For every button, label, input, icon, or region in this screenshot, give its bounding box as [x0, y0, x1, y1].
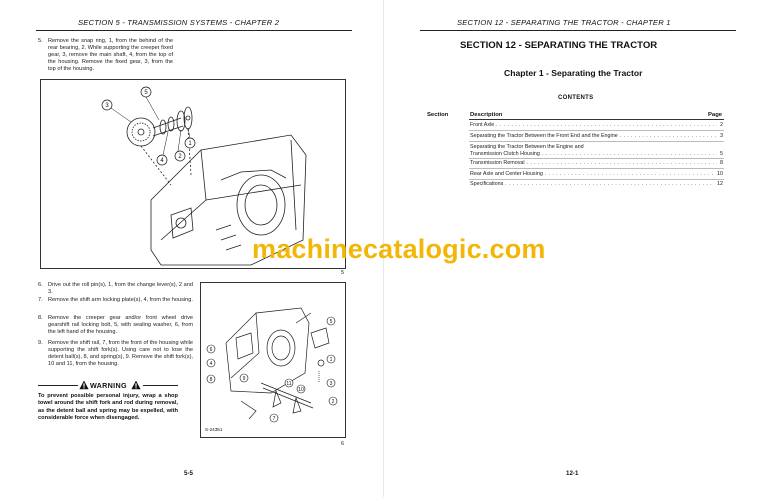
callout-7: 7: [272, 415, 276, 422]
toc-item-title: Specifications . . .: [470, 181, 723, 188]
step-number: 8.: [38, 315, 43, 321]
warning-triangle-icon: [79, 380, 89, 390]
warning-banner: [38, 380, 178, 390]
step-text: Remove the creeper gear and/or front wheel drive gearshift rail locking bolt, 5, with sealing washer, 6, from the left hand of the housing.: [48, 315, 193, 336]
page-number: 12-1: [566, 470, 579, 477]
left-page-header: SECTION 5 - TRANSMISSION SYSTEMS - CHAPTER 2: [78, 18, 280, 27]
warning-text: To prevent possible personal injury, wrap a shop towel around the shift fork and rod during removal, as the detent ball and spring may be expelled, with considerable force when disengaged.: [38, 393, 178, 422]
toc-item-title: Separating the Tractor Between the Front End and the Engine . . .: [470, 133, 723, 140]
callout-3: 3: [105, 103, 109, 110]
shift-rail-exploded-view: [201, 283, 345, 437]
toc-item-specifications[interactable]: [470, 181, 723, 188]
toc-item-engine-clutch-housing[interactable]: [470, 144, 723, 157]
toc-item-page: 10: [714, 171, 723, 178]
callout-6: 6: [209, 346, 213, 353]
toc-header-rule: [469, 119, 724, 120]
step-text: Remove the shift rail, 7, from the front of the housing while supporting the shift fork(s). Using care not to lose the detent ball(s), 8, and spring(s), 9. Remove the shift fork(s), 10 and 11, from the housing.: [48, 340, 193, 368]
warning-label: WARNING: [90, 381, 127, 390]
toc-separator: [469, 168, 724, 169]
callout-11: 11: [286, 380, 292, 387]
toc-item-page: 12: [714, 181, 723, 188]
warning-rule-right: [143, 385, 178, 386]
toc-header-section: Section: [427, 112, 449, 118]
toc-item-title-line1: Separating the Tractor Between the Engine and: [470, 144, 584, 150]
toc-item-title: Rear Axle and Center Housing . . .: [470, 171, 723, 178]
step-number: 5.: [38, 38, 43, 44]
warning-triangle-icon: [131, 380, 141, 390]
toc-item-page: 2: [717, 122, 723, 129]
toc-item-page: 5: [717, 151, 723, 158]
callout-5: 5: [144, 90, 148, 97]
step-number: 6.: [38, 282, 43, 288]
callout-8: 8: [209, 376, 213, 383]
section-title: SECTION 12 - SEPARATING THE TRACTOR: [460, 40, 658, 51]
chapter-title: Chapter 1 - Separating the Tractor: [504, 68, 643, 78]
right-page-header: SECTION 12 - SEPARATING THE TRACTOR - CHAPTER 1: [457, 18, 671, 27]
callout-4: 4: [160, 158, 164, 165]
toc-item-transmission-removal[interactable]: [470, 160, 723, 167]
toc-separator: [469, 179, 724, 180]
toc-header-description: Description: [470, 112, 503, 118]
callout-1: 1: [188, 141, 192, 148]
callout-9: 9: [242, 375, 246, 382]
toc-item-front-end-engine[interactable]: [470, 133, 723, 140]
toc-item-page: 3: [717, 133, 723, 140]
toc-item-title: Transmission Removal . . .: [470, 160, 723, 167]
step-number: 7.: [38, 297, 43, 303]
toc-header-page: Page: [708, 112, 723, 118]
figure-6-drawing: [200, 282, 346, 438]
step-number: 9.: [38, 340, 43, 346]
step-text: Remove the snap ring, 1, from the behind of the rear bearing, 2. While supporting the creeper fixed gear, 3, remove the main shaft, 4, from the top of the housing. Remove the fixed gear, 3, from the top of the housing.: [48, 38, 173, 73]
warning-rule-left: [38, 385, 78, 386]
toc-item-page: 8: [717, 160, 723, 167]
figure-number: 6: [341, 441, 345, 447]
contents-title: CONTENTS: [558, 95, 594, 101]
toc-separator: [469, 141, 724, 142]
toc-separator: [469, 158, 724, 159]
toc-item-front-axle[interactable]: [470, 122, 723, 129]
callout-1: 1: [329, 356, 333, 363]
callout-4: 4: [209, 360, 213, 367]
callout-10: 10: [298, 386, 304, 393]
callout-3: 3: [329, 380, 333, 387]
toc-separator: [469, 130, 724, 131]
step-text: Drive out the roll pin(s), 1, from the change lever(s), 2 and 3.: [48, 282, 193, 296]
toc-item-title: Front Axle . . .: [470, 122, 723, 129]
watermark: machinecatalogic.com: [252, 234, 546, 264]
callout-5: 5: [329, 318, 333, 325]
right-header-rule: [420, 30, 736, 31]
step-text: Remove the shift arm locking plate(s), 4, from the housing.: [48, 297, 193, 303]
toc-item-rear-axle[interactable]: [470, 171, 723, 178]
figure-number: 5: [341, 270, 345, 276]
toc-item-title: Transmission Clutch Housing . . .: [470, 151, 723, 158]
callout-2: 2: [331, 398, 335, 405]
page-number: 5-5: [184, 470, 193, 477]
callout-2: 2: [178, 154, 182, 161]
left-header-rule: [36, 30, 352, 31]
figure-code: S-24351: [205, 427, 223, 432]
